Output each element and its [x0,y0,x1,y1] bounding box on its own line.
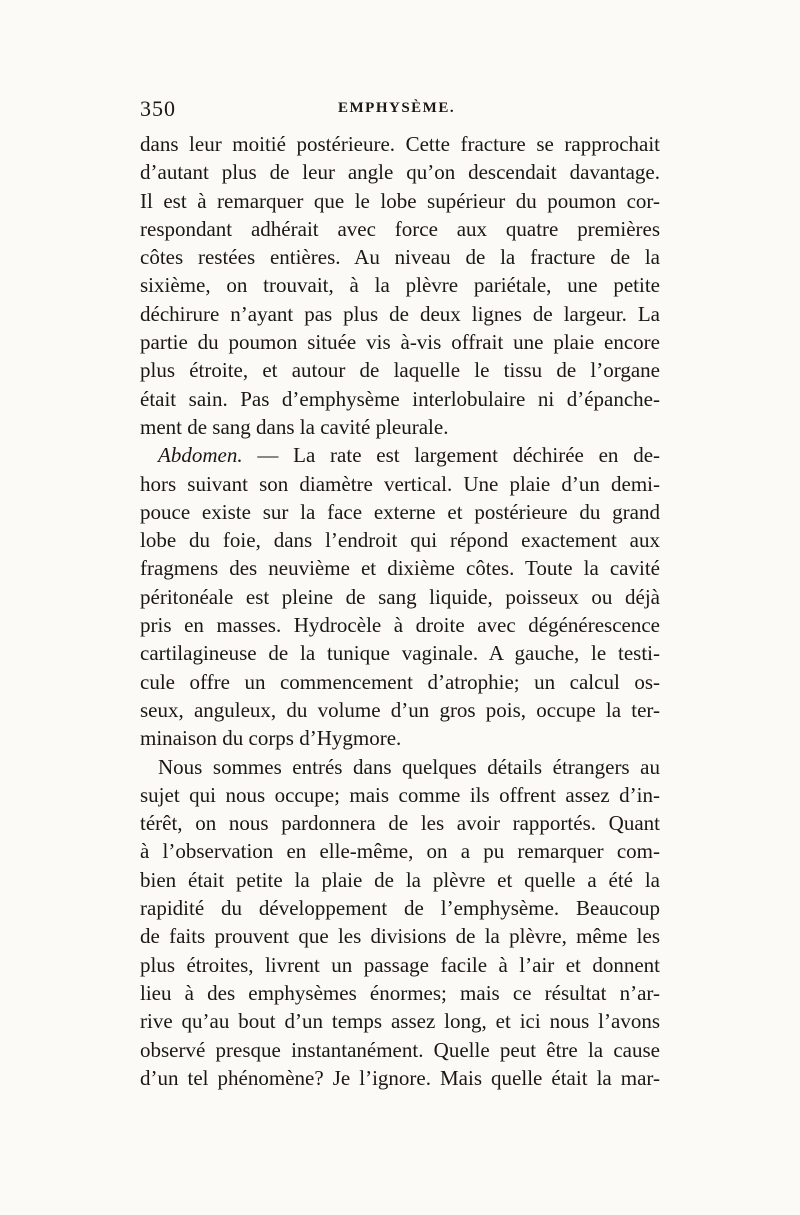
text-line: sixième, on trouvait, à la plèvre pariétale, une petite [140,273,660,298]
text-line: d’autant plus de leur angle qu’on descendait davantage. [140,160,660,185]
text-line: observé presque instantanément. Quelle peut être la cause [140,1037,660,1062]
text-line: ment de sang dans la cavité pleurale. [140,414,449,439]
running-head: EMPHYSÈME. [338,100,456,116]
text-line: térêt, on nous pardonnera de les avoir rapportés. Quant [140,811,660,836]
text-line: Il est à remarquer que le lobe supérieur du poumon cor- [140,188,660,213]
text-line: à l’observation en elle-même, on a pu remarquer com- [140,839,660,864]
page-header [140,96,660,126]
section-heading-abdomen: Abdomen. [158,443,243,468]
text-line: cartilagineuse de la tunique vaginale. A gauche, le testi- [140,641,660,666]
text-line: d’un tel phénomène? Je l’ignore. Mais quelle était la mar- [140,1065,660,1090]
text-line: cule offre un commencement d’atrophie; un calcul os- [140,669,660,694]
text-line: plus étroites, livrent un passage facile à l’air et donnent [140,952,660,977]
text-line: pris en masses. Hydrocèle à droite avec dégénérescence [140,613,660,638]
text-line: lieu à des emphysèmes énormes; mais ce résultat n’ar- [140,980,660,1005]
text-line: déchirure n’ayant pas plus de deux lignes de largeur. La [140,301,660,326]
text-line: hors suivant son diamètre vertical. Une plaie d’un demi- [140,471,660,496]
abdomen-line-text: — La rate est largement déchirée en de- [257,443,661,468]
text-line-abdomen [140,441,660,469]
body-text [140,130,660,1092]
text-line: côtes restées entières. Au niveau de la fracture de la [140,245,660,270]
text-line: sujet qui nous occupe; mais comme ils offrent assez d’in- [140,782,660,807]
text-line: était sain. Pas d’emphysème interlobulaire ni d’épanche- [140,386,660,411]
text-line: rapidité du développement de l’emphysème. Beaucoup [140,896,660,921]
text-line: minaison du corps d’Hygmore. [140,726,402,751]
text-line: respondant adhérait avec force aux quatre premières [140,216,660,241]
text-line: lobe du foie, dans l’endroit qui répond exactement aux [140,528,660,553]
text-line: seux, anguleux, du volume d’un gros pois, occupe la ter- [140,697,660,722]
text-line: bien était petite la plaie de la plèvre et quelle a été la [140,867,660,892]
text-line: partie du poumon située vis à-vis offrait une plaie encore [140,330,660,355]
text-line: plus étroite, et autour de laquelle le tissu de l’organe [140,358,660,383]
text-line: pouce existe sur la face externe et postérieure du grand [140,499,660,524]
text-line: péritonéale est pleine de sang liquide, poisseux ou déjà [140,584,660,609]
page-number: 350 [140,96,176,121]
text-line: dans leur moitié postérieure. Cette fracture se rapprochait [140,132,660,156]
text-line: rive qu’au bout d’un temps assez long, et ici nous l’avons [140,1009,660,1034]
text-line: fragmens des neuvième et dixième côtes. Toute la cavité [140,556,660,581]
text-line: de faits prouvent que les divisions de la plèvre, même les [140,924,660,949]
text-line: Nous sommes entrés dans quelques détails étrangers au [158,754,660,779]
